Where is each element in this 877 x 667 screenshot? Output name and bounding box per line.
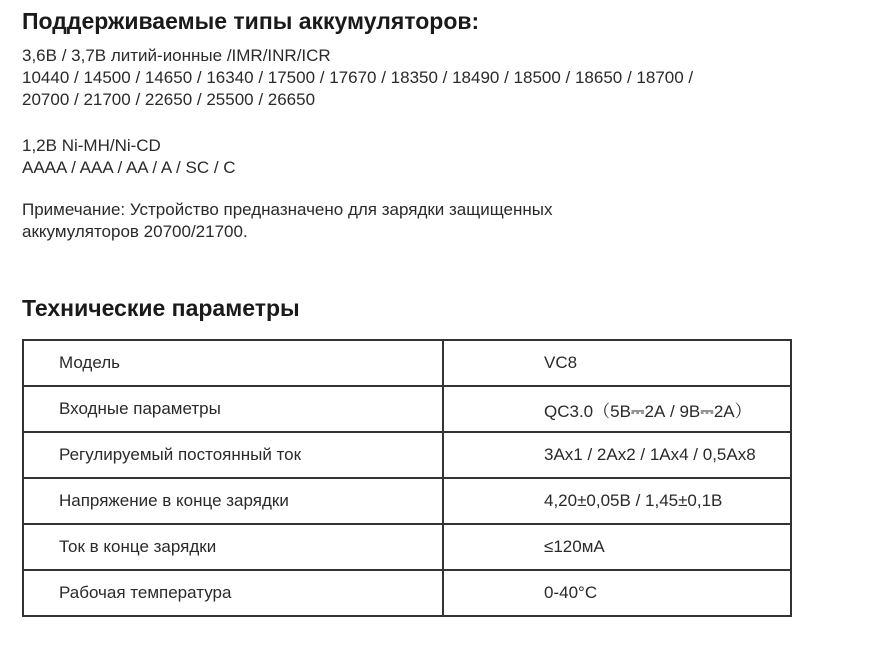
param-cell: Ток в конце зарядки bbox=[23, 524, 443, 570]
table-row bbox=[23, 386, 791, 432]
nimh-type: 1,2В Ni-MH/Ni-CD bbox=[22, 136, 161, 155]
param-cell: Входные параметры bbox=[23, 386, 443, 432]
liion-sizes-line-1: 10440 / 14500 / 14650 / 16340 / 17500 / 17670 / 18350 / 18490 / 18500 / 18650 / 18700 / bbox=[22, 68, 694, 87]
value-cell: ≤120мА bbox=[443, 524, 791, 570]
param-cell: Модель bbox=[23, 340, 443, 386]
specs-title: Технические параметры bbox=[22, 295, 300, 321]
param-cell: Регулируемый постоянный ток bbox=[23, 432, 443, 478]
param-cell: Рабочая температура bbox=[23, 570, 443, 616]
param-cell: Напряжение в конце зарядки bbox=[23, 478, 443, 524]
table-row bbox=[23, 432, 791, 478]
liion-type: 3,6В / 3,7В литий-ионные /IMR/INR/ICR bbox=[22, 46, 331, 65]
note-line-1: Примечание: Устройство предназначено для зарядки защищенных bbox=[22, 200, 553, 219]
value-cell: QC3.0（5В⎓2А / 9В⎓2А） bbox=[443, 386, 791, 432]
supported-batteries-title: Поддерживаемые типы аккумуляторов: bbox=[22, 8, 480, 34]
value-cell: 3Ax1 / 2Ax2 / 1Ax4 / 0,5Ax8 bbox=[443, 432, 791, 478]
value-cell: 0-40°C bbox=[443, 570, 791, 616]
value-cell: VC8 bbox=[443, 340, 791, 386]
table-row bbox=[23, 340, 791, 386]
nimh-section bbox=[22, 135, 236, 179]
specs-table bbox=[22, 339, 792, 617]
table-row bbox=[23, 524, 791, 570]
value-cell: 4,20±0,05В / 1,45±0,1В bbox=[443, 478, 791, 524]
table-row bbox=[23, 570, 791, 616]
note-line-2: аккумуляторов 20700/21700. bbox=[22, 222, 248, 241]
liion-sizes-line-2: 20700 / 21700 / 22650 / 25500 / 26650 bbox=[22, 90, 316, 109]
nimh-sizes: AAAA / AAA / AA / A / SC / C bbox=[22, 158, 236, 177]
liion-section bbox=[22, 45, 693, 111]
note-section bbox=[22, 199, 553, 243]
table-row bbox=[23, 478, 791, 524]
